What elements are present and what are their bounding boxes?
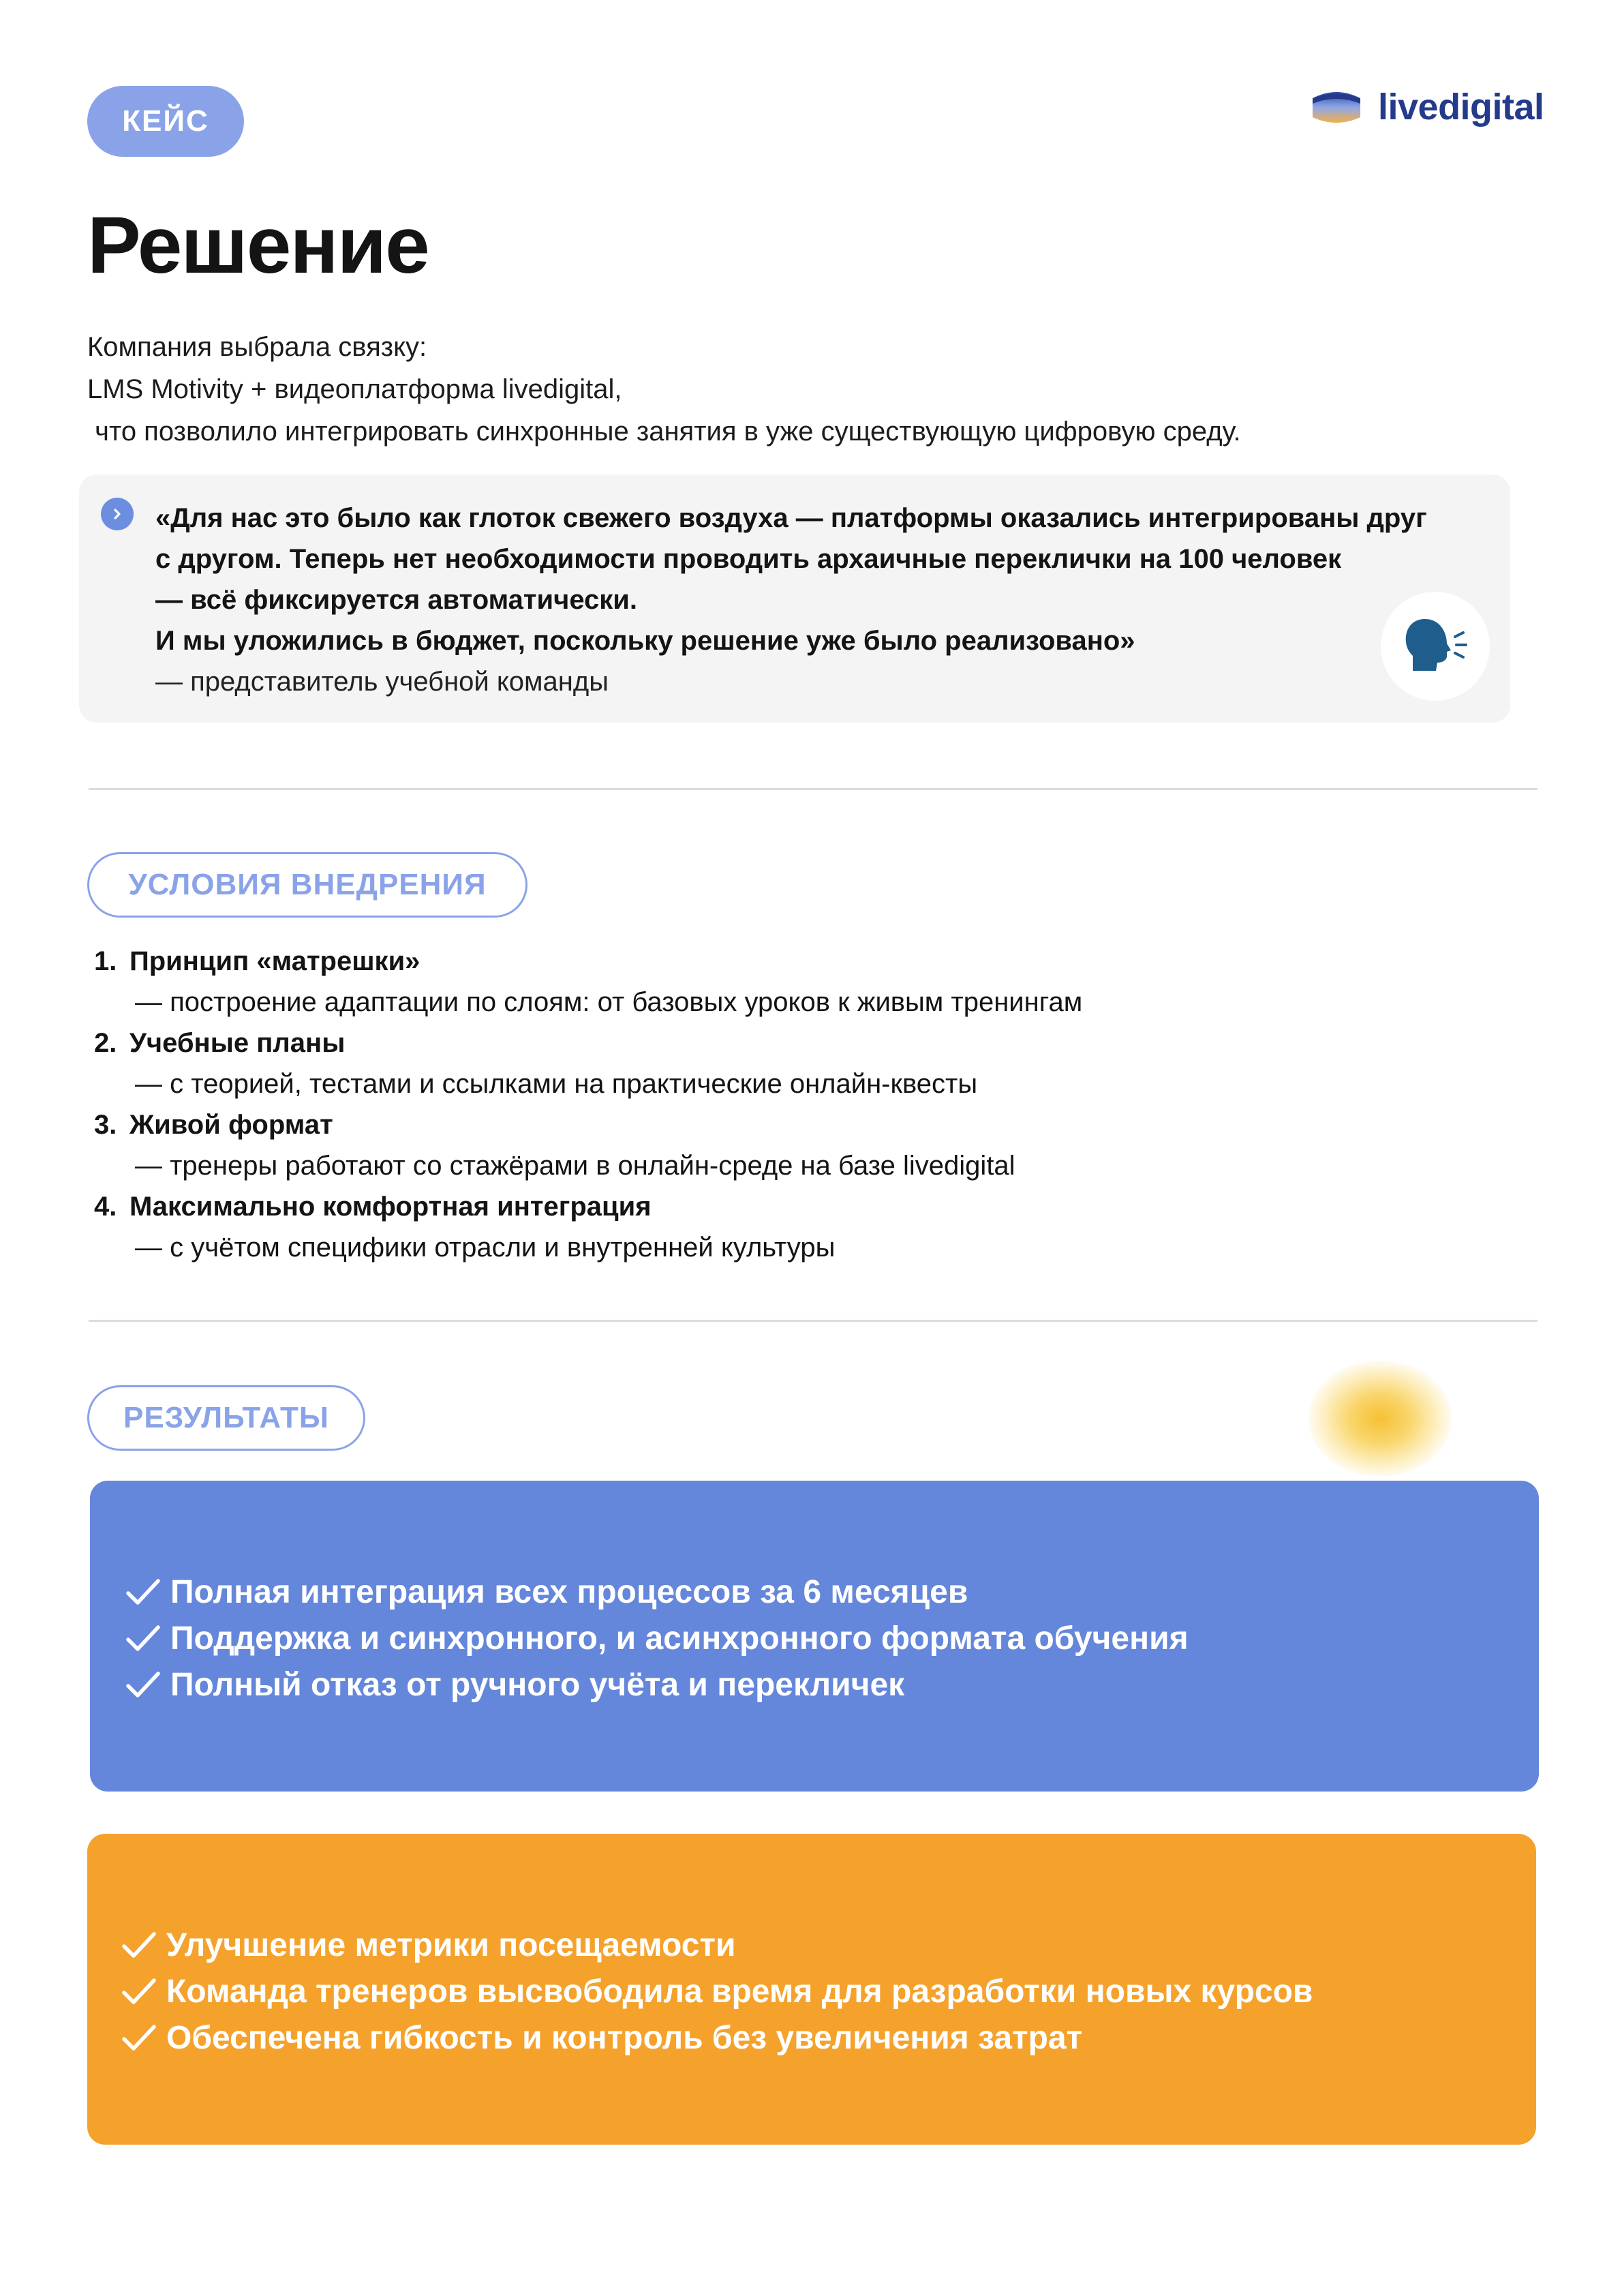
item-title: Максимально комфортная интеграция [129, 1192, 652, 1222]
conditions-label: УСЛОВИЯ ВНЕДРЕНИЯ [87, 852, 527, 918]
result-item [124, 1569, 1539, 1616]
item-title: Принцип «матрешки» [129, 946, 420, 976]
checkmark-icon [120, 1930, 158, 1961]
logo-mark-icon [1309, 89, 1364, 125]
case-badge: КЕЙС [87, 86, 244, 157]
item-description: — тренеры работают со стажёрами в онлайн-среде на базе livedigital [135, 1151, 1015, 1181]
item-number: 2. [94, 1028, 117, 1058]
sun-glow-decoration [1309, 1361, 1452, 1477]
result-item [120, 1969, 1536, 2015]
logo-text: livedigital [1378, 87, 1544, 127]
item-number: 1. [94, 946, 117, 976]
result-item [120, 1922, 1536, 1969]
conditions-list [94, 941, 1082, 1268]
result-item [124, 1616, 1539, 1662]
speaking-head-icon [1398, 612, 1473, 680]
item-description: — с теорией, тестами и ссылками на практические онлайн-квесты [135, 1069, 978, 1099]
result-text: Поддержка и синхронного, и асинхронного формата обучения [170, 1620, 1189, 1657]
livedigital-logo[interactable] [1309, 83, 1544, 131]
intro-line: LMS Motivity + видеоплатформа livedigital, [87, 374, 622, 404]
results-card-blue [90, 1481, 1539, 1792]
quote-author: — представитель учебной команды [155, 667, 609, 697]
intro-text [87, 326, 1241, 453]
item-number: 3. [94, 1110, 117, 1140]
page-title: Решение [87, 200, 429, 290]
results-card-orange [87, 1834, 1536, 2145]
item-description: — построение адаптации по слоям: от базовых уроков к живым тренингам [135, 987, 1083, 1017]
quote-line: И мы уложились в бюджет, поскольку решение уже было реализовано» [155, 626, 1135, 656]
section-divider [89, 1320, 1537, 1322]
item-number: 4. [94, 1192, 117, 1222]
intro-line: Компания выбрала связку: [87, 332, 427, 362]
item-title: Учебные планы [129, 1028, 346, 1058]
result-text: Улучшение метрики посещаемости [166, 1927, 736, 1963]
list-item [94, 1023, 1082, 1063]
checkmark-icon [124, 1670, 162, 1701]
result-text: Полная интеграция всех процессов за 6 месяцев [170, 1574, 968, 1610]
speaking-head-badge [1381, 592, 1490, 701]
result-item [120, 2015, 1536, 2061]
checkmark-icon [120, 1976, 158, 2008]
result-text: Обеспечена гибкость и контроль без увеличения затрат [166, 2020, 1083, 2056]
list-item [94, 941, 1082, 982]
quote-line: «Для нас это было как глоток свежего воздуха — платформы оказались интегрированы друг [155, 503, 1427, 533]
list-item [94, 1104, 1082, 1145]
item-title: Живой формат [129, 1110, 333, 1140]
checkmark-icon [120, 2023, 158, 2054]
result-item [124, 1662, 1539, 1708]
section-divider [89, 788, 1537, 790]
result-text: Команда тренеров высвободила время для разработки новых курсов [166, 1974, 1313, 2010]
quote-line: с другом. Теперь нет необходимости проводить архаичные переклички на 100 человек [155, 544, 1342, 574]
intro-line: что позволило интегрировать синхронные занятия в уже существующую цифровую среду. [87, 417, 1241, 447]
quote-text [155, 498, 1427, 702]
list-item [94, 1186, 1082, 1227]
quote-line: — всё фиксируется автоматически. [155, 585, 638, 615]
checkmark-icon [124, 1577, 162, 1608]
checkmark-icon [124, 1623, 162, 1655]
chevron-right-icon [101, 498, 134, 530]
results-label: РЕЗУЛЬТАТЫ [87, 1385, 365, 1451]
item-description: — с учётом специфики отрасли и внутренней культуры [135, 1233, 836, 1263]
result-text: Полный отказ от ручного учёта и перекличек [170, 1667, 905, 1703]
